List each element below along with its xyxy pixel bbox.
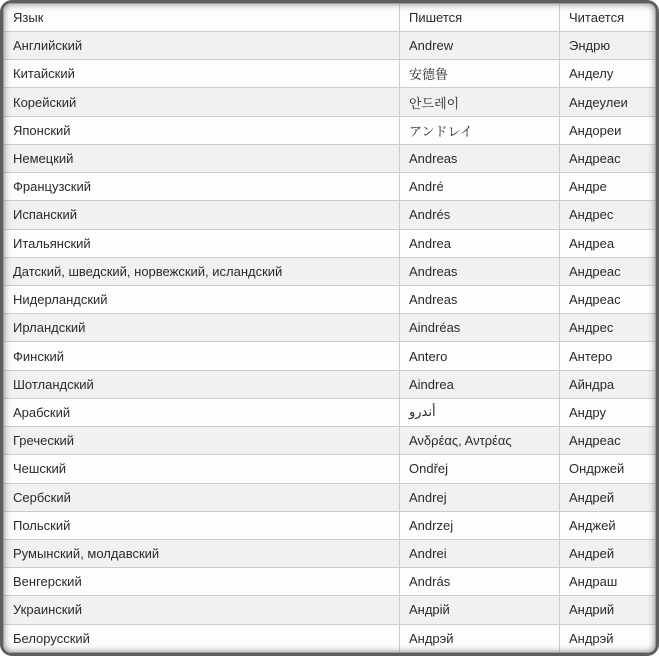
table-row [4, 568, 656, 596]
table-cell: Шотландский [4, 370, 400, 398]
table-cell: András [400, 568, 560, 596]
table-row [4, 229, 656, 257]
table-cell: Андреа [560, 229, 656, 257]
table-cell: Андреас [560, 144, 656, 172]
table-cell: Андеулеи [560, 88, 656, 116]
table-cell: Andrei [400, 539, 560, 567]
table-row [4, 116, 656, 144]
table-cell: Айндра [560, 370, 656, 398]
table-cell: Андру [560, 398, 656, 426]
column-header-pronounced: Читается [560, 4, 656, 32]
table-row [4, 427, 656, 455]
table-row [4, 342, 656, 370]
table-row [4, 539, 656, 567]
table-cell: Датский, шведский, норвежский, исландский [4, 257, 400, 285]
table-cell: Андрей [560, 483, 656, 511]
table-cell: Нидерландский [4, 285, 400, 313]
table-row [4, 455, 656, 483]
table-cell: Андрэй [560, 624, 656, 652]
table-cell: アンドレイ [400, 116, 560, 144]
table-cell: André [400, 173, 560, 201]
table-cell: Андрес [560, 314, 656, 342]
table-cell: Ондржей [560, 455, 656, 483]
table-cell: Andreas [400, 257, 560, 285]
table-row [4, 314, 656, 342]
table-row [4, 173, 656, 201]
table-cell: 안드레이 [400, 88, 560, 116]
column-header-written: Пишется [400, 4, 560, 32]
table-cell: Andreas [400, 144, 560, 172]
table-cell: Японский [4, 116, 400, 144]
table-row [4, 201, 656, 229]
table-cell: Анджей [560, 511, 656, 539]
table-row [4, 60, 656, 88]
table-cell: Андрій [400, 596, 560, 624]
table-cell: Белорусский [4, 624, 400, 652]
header-row [4, 4, 656, 32]
table-row [4, 88, 656, 116]
table-row [4, 596, 656, 624]
table-cell: Венгерский [4, 568, 400, 596]
table-cell: Сербский [4, 483, 400, 511]
table-cell: Aindrea [400, 370, 560, 398]
table-row [4, 32, 656, 60]
table-row [4, 144, 656, 172]
table-cell: Английский [4, 32, 400, 60]
table-cell: Корейский [4, 88, 400, 116]
table-row [4, 257, 656, 285]
table-cell: Польский [4, 511, 400, 539]
table-cell: Французский [4, 173, 400, 201]
table-cell: Андореи [560, 116, 656, 144]
table-cell: Ondřej [400, 455, 560, 483]
table-cell: Греческий [4, 427, 400, 455]
table-cell: Andrej [400, 483, 560, 511]
table-cell: Andrea [400, 229, 560, 257]
table-row [4, 370, 656, 398]
table-cell: Немецкий [4, 144, 400, 172]
table-cell: Испанский [4, 201, 400, 229]
table-cell: 安德鲁 [400, 60, 560, 88]
table-cell: Андрей [560, 539, 656, 567]
table-cell: Andreas [400, 285, 560, 313]
table-cell: Андре [560, 173, 656, 201]
translations-table [3, 3, 656, 653]
table-cell: Финский [4, 342, 400, 370]
table-cell: أندرو [400, 398, 560, 426]
table-cell: Антеро [560, 342, 656, 370]
table-cell: Antero [400, 342, 560, 370]
table-cell: Андраш [560, 568, 656, 596]
table-cell: Андреас [560, 285, 656, 313]
table-cell: Румынский, молдавский [4, 539, 400, 567]
table-row [4, 285, 656, 313]
table-row [4, 511, 656, 539]
table-cell: Андрэй [400, 624, 560, 652]
table-cell: Андрий [560, 596, 656, 624]
table-cell: Чешский [4, 455, 400, 483]
table-cell: Китайский [4, 60, 400, 88]
table-cell: Итальянский [4, 229, 400, 257]
table-cell: Andrew [400, 32, 560, 60]
table-cell: Андрес [560, 201, 656, 229]
table-cell: Анделу [560, 60, 656, 88]
table-cell: Andrzej [400, 511, 560, 539]
table-cell: Aindréas [400, 314, 560, 342]
table-cell: Арабский [4, 398, 400, 426]
table-cell: Эндрю [560, 32, 656, 60]
table-row [4, 398, 656, 426]
table-cell: Ανδρέας, Αντρέας [400, 427, 560, 455]
table-cell: Ирландский [4, 314, 400, 342]
table-cell: Украинский [4, 596, 400, 624]
table-row [4, 483, 656, 511]
table-cell: Андреас [560, 427, 656, 455]
table-cell: Андреас [560, 257, 656, 285]
table-body [4, 32, 656, 653]
table-cell: Andrés [400, 201, 560, 229]
table-row [4, 624, 656, 652]
column-header-language: Язык [4, 4, 400, 32]
